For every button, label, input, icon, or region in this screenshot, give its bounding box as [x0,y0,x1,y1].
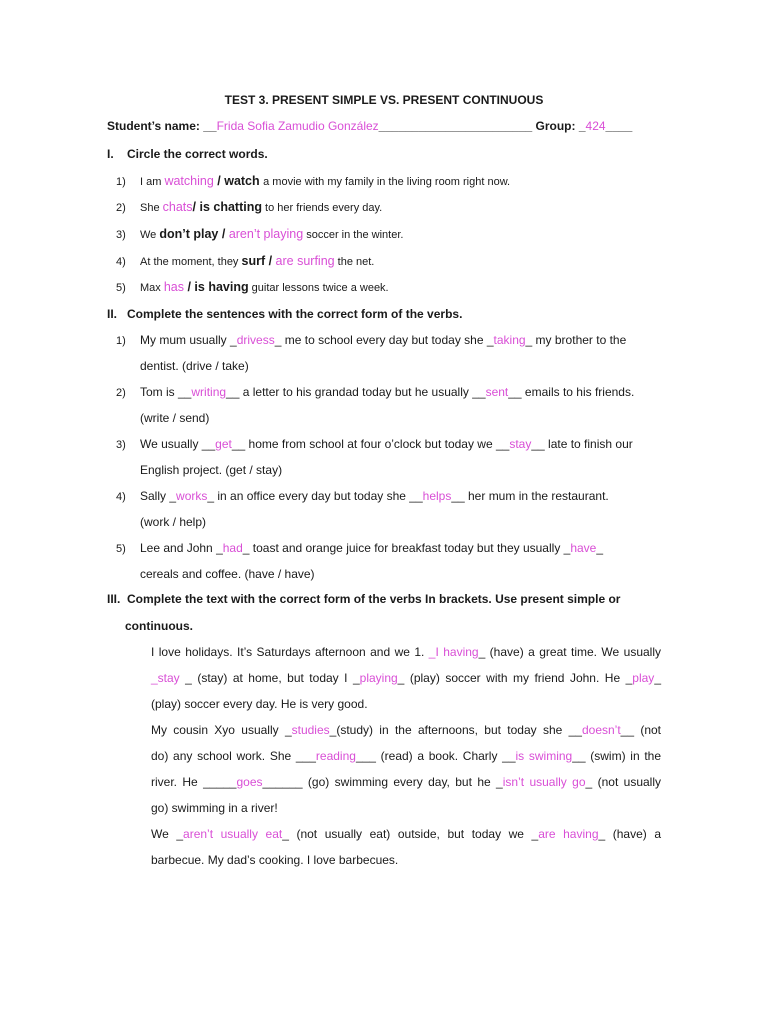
paragraph-text: _ (have) a [598,827,661,841]
answer-text: studies [291,723,330,737]
answer-text: doesn’t [581,723,621,737]
list-item: 3) We don’t play / aren’t playing soccer in the winter. [116,227,404,241]
answer-text: isn’t usually go [502,775,586,789]
paragraph-line [151,801,661,815]
answer-text: goes [236,775,263,789]
paragraph-text: __ (swim) in the [572,749,661,763]
list-item-continuation: (work / help) [140,515,207,529]
page-title: TEST 3. PRESENT SIMPLE VS. PRESENT CONTINUOUS [224,93,544,107]
group-value: 424 [585,119,606,133]
answer-text: playing [359,671,398,685]
paragraph-line [151,749,661,763]
paragraph-text: barbecue. My dad’s cooking. I love barbecues. [151,853,399,867]
paragraph-text: _ [654,671,661,685]
list-item-continuation: dentist. (drive / take) [140,359,249,373]
paragraph-text: (play) soccer every day. He is very good. [151,697,368,711]
paragraph-line [151,827,661,841]
answer-text: is swiming [515,749,573,763]
paragraph-text: _ (play) soccer with my friend John. He _ [397,671,633,685]
list-item-continuation: (write / send) [140,411,210,425]
paragraph-line [151,697,661,711]
paragraph-text: _(study) in the afternoons, but today she __ [329,723,582,737]
list-item: 2) Tom is __writing__ a letter to his grandad today but he usually __sent__ emails to his friends. [116,385,635,399]
list-item-continuation: cereals and coffee. (have / have) [140,567,315,581]
answer-text: reading [315,749,356,763]
paragraph-line [151,671,661,685]
paragraph-text: I love holidays. It’s Saturdays afternoon and we 1. [151,645,429,659]
list-item: 1) I am watching / watch a movie with my family in the living room right now. [116,174,511,188]
paragraph-line [151,723,661,737]
section-1-heading: I. Circle the correct words. [107,147,268,161]
paragraph-text: __ (not [620,723,662,737]
answer-text: are having [538,827,599,841]
list-item-continuation: English project. (get / stay) [140,463,283,477]
answer-text: aren’t usually eat [183,827,283,841]
answer-text: _stay [151,671,186,685]
paragraph-text: _ (not usually [585,775,662,789]
paragraph-text: go) swimming in a river! [151,801,278,815]
section-3-heading-continuation: continuous. [125,619,193,633]
answer-text: play [632,671,655,685]
list-item: 3) We usually __get__ home from school at four o’clock but today we __stay__ late to finish our [116,437,633,451]
answer-text: _I having [428,645,479,659]
paragraph-text: My cousin Xyo usually _ [151,723,292,737]
paragraph-text: ______ (go) swimming every day, but he _ [262,775,503,789]
paragraph-text: river. He _____ [151,775,237,789]
list-item: 4) Sally _works_ in an office every day but today she __helps__ her mum in the restaurant. [116,489,609,503]
list-item: 4) At the moment, they surf / are surfing the net. [116,254,375,268]
section-3-heading: III. Complete the text with the correct form of the verbs In brackets. Use present simple or [107,592,621,606]
section-2-heading: II. Complete the sentences with the correct form of the verbs. [107,307,463,321]
paragraph-text: _ (stay) at home, but today I _ [185,671,360,685]
paragraph-text: _ (not usually eat) outside, but today we _ [282,827,539,841]
paragraph-text: _ (have) a great time. We usually [478,645,661,659]
paragraph-line [151,645,661,659]
student-name-value: Frida Sofia Zamudio González [216,119,379,133]
paragraph-text: We _ [151,827,184,841]
paragraph-text: do) any school work. She ___ [151,749,316,763]
group-label: _______________________ Group: _ [378,119,586,133]
student-name-label: Student’s name: __ [107,119,217,133]
list-item: 5) Max has / is having guitar lessons twice a week. [116,280,389,294]
list-item: 5) Lee and John _had_ toast and orange juice for breakfast today but they usually _have_ [116,541,604,555]
paragraph-line [151,775,661,789]
paragraph-line [151,853,661,867]
paragraph-text: ___ (read) a book. Charly __ [355,749,516,763]
list-item: 2) She chats/ is chatting to her friends every day. [116,200,383,214]
group-tail: ____ [605,119,633,133]
student-info-line [107,119,632,133]
list-item: 1) My mum usually _drivess_ me to school every day but today she _taking_ my brother to the [116,333,627,347]
